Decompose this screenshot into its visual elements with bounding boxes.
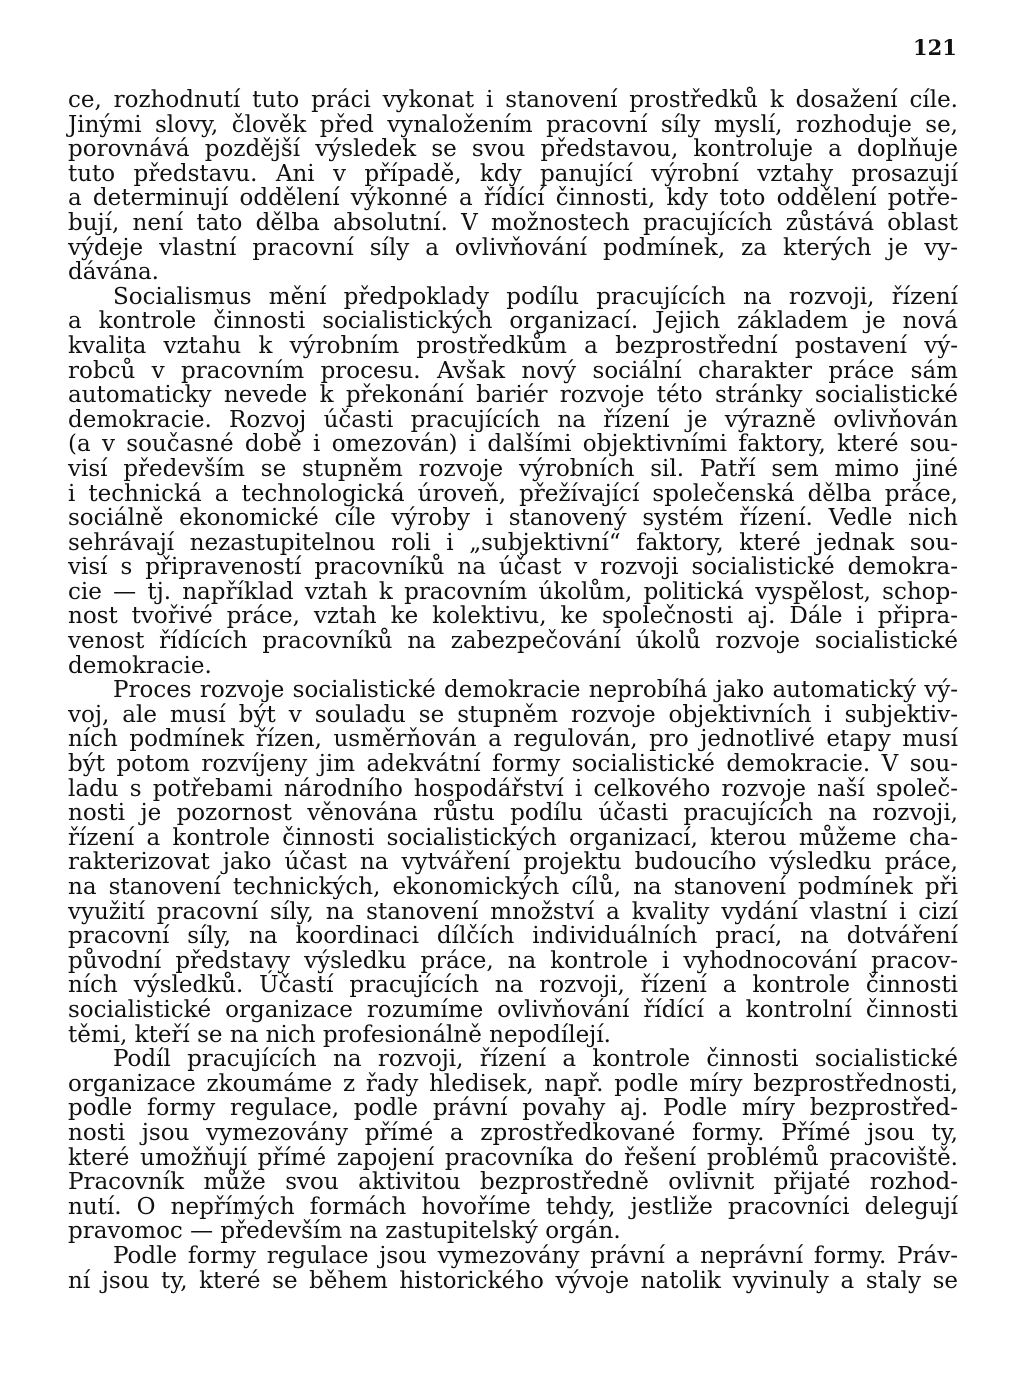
text-line: ních podmínek řízen, usměrňován a regulován, pro jednotlivé etapy musí	[68, 726, 958, 753]
text-line: a determinují oddělení výkonné a řídící činnosti, kdy toto oddělení potře-	[68, 185, 958, 212]
text-line: nosti jsou vymezovány přímé a zprostředkované formy. Přímé jsou ty,	[68, 1119, 958, 1146]
text-line: (a v současné době i omezován) i dalšími objektivními faktory, které sou-	[68, 431, 958, 458]
text-line: ních výsledků. Účastí pracujících na rozvoji, řízení a kontrole činnosti	[68, 972, 958, 999]
text-line: na stanovení technických, ekonomických cílů, na stanovení podmínek při	[68, 874, 958, 900]
text-line: i technická a technologická úroveň, přežívající společenská dělba práce,	[68, 480, 958, 507]
paragraph	[68, 1244, 958, 1293]
text-line: Podíl pracujících na rozvoji, řízení a kontrole činnosti socialistické	[113, 1046, 958, 1073]
text-line: původní představy výsledku práce, na kontrole i vyhodnocování pracov-	[68, 947, 958, 974]
text-line: visí s připraveností pracovníků na účast v rozvoji socialistické demokra-	[68, 554, 958, 581]
text-line: řízení a kontrole činnosti socialistických organizací, kterou můžeme cha-	[68, 824, 958, 851]
page-number: 121	[913, 35, 957, 60]
text-line: sociálně ekonomické cíle výroby i stanovený systém řízení. Vedle nich	[68, 505, 958, 532]
text-line: venost řídících pracovníků na zabezpečování úkolů rozvoje socialistické	[68, 628, 958, 655]
text-line: které umožňují přímé zapojení pracovníka do řešení problémů pracoviště.	[68, 1144, 958, 1171]
paragraph	[68, 678, 958, 1047]
text-line: tuto představu. Ani v případě, kdy panující výrobní vztahy prosazují	[68, 160, 958, 187]
text-line: socialistické organizace rozumíme ovlivňování řídící a kontrolní činnosti	[68, 996, 958, 1023]
text-line: porovnává pozdější výsledek se svou představou, kontroluje a doplňuje	[68, 136, 958, 163]
text-line: podle formy regulace, podle právní povahy aj. Podle míry bezprostřed-	[68, 1095, 958, 1122]
text-line: výdeje vlastní pracovní síly a ovlivňování podmínek, za kterých je vy-	[68, 234, 958, 261]
text-line: Proces rozvoje socialistické demokracie neprobíhá jako automatický vý-	[113, 677, 958, 704]
text-line: Podle formy regulace jsou vymezovány právní a neprávní formy. Práv-	[113, 1242, 958, 1269]
text-line: nosti je pozornost věnována růstu podílu účasti pracujících na rozvoji,	[68, 800, 958, 827]
text-line: ní jsou ty, které se během historického vývoje natolik vyvinuly a staly se	[68, 1267, 958, 1294]
text-line: Jinými slovy, člověk před vynaložením pracovní síly myslí, rozhoduje se,	[68, 111, 958, 138]
text-line: Socialismus mění předpoklady podílu pracujících na rozvoji, řízení	[113, 283, 958, 310]
text-line: rakterizovat jako účast na vytváření projektu budoucího výsledku práce,	[68, 849, 958, 876]
text-line: robců v pracovním procesu. Avšak nový sociální charakter práce sám	[68, 357, 958, 384]
text-line: demokracie. Rozvoj účasti pracujících na řízení je výrazně ovlivňován	[68, 406, 958, 433]
text-line: být potom rozvíjeny jim adekvátní formy socialistické demokracie. V sou-	[68, 751, 958, 778]
text-line: a kontrole činnosti socialistických organizací. Jejich základem je nová	[68, 308, 958, 335]
paragraph	[68, 1047, 958, 1244]
text-line: ce, rozhodnutí tuto práci vykonat i stanovení prostředků k dosažení cíle.	[68, 87, 958, 113]
text-line: nost tvořivé práce, vztah ke kolektivu, ke společnosti aj. Dále i připra-	[68, 603, 958, 630]
text-line: sehrávají nezastupitelnou roli i „subjektivní“ faktory, které jednak sou-	[68, 529, 958, 556]
text-line: visí především se stupněm rozvoje výrobních sil. Patří sem mimo jiné	[68, 455, 958, 482]
text-line: využití pracovní síly, na stanovení množství a kvality vydání vlastní i cizí	[68, 898, 958, 925]
text-line: ladu s potřebami národního hospodářství i celkového rozvoje naší společ-	[68, 775, 958, 802]
text-line: voj, ale musí být v souladu se stupněm rozvoje objektivních i subjektiv-	[68, 701, 958, 728]
paragraph	[68, 88, 958, 285]
text-line: nutí. O nepřímých formách hovoříme tehdy, jestliže pracovníci delegují	[68, 1193, 958, 1220]
text-line: pracovní síly, na koordinaci dílčích individuálních prací, na dotváření	[68, 923, 958, 950]
text-line: kvalita vztahu k výrobním prostředkům a bezprostřední postavení vý-	[68, 332, 958, 359]
text-line: demokracie.	[68, 652, 212, 679]
text-line: automaticky nevede k překonání bariér rozvoje této stránky socialistické	[68, 382, 958, 409]
text-line: organizace zkoumáme z řady hledisek, např. podle míry bezprostřednosti,	[68, 1070, 958, 1097]
text-line: pravomoc — především na zastupitelský orgán.	[68, 1218, 621, 1245]
text-line: těmi, kteří se na nich profesionálně nepodílejí.	[68, 1021, 611, 1048]
text-line: Pracovník může svou aktivitou bezprostředně ovlivnit přijaté rozhod-	[68, 1169, 958, 1196]
text-line: bují, není tato dělba absolutní. V možnostech pracujících zůstává oblast	[68, 209, 958, 236]
text-line: dávána.	[68, 259, 159, 286]
text-line: cie — tj. například vztah k pracovním úkolům, politická vyspělost, schop-	[68, 578, 958, 605]
body-text	[68, 88, 958, 1293]
paragraph	[68, 285, 958, 679]
